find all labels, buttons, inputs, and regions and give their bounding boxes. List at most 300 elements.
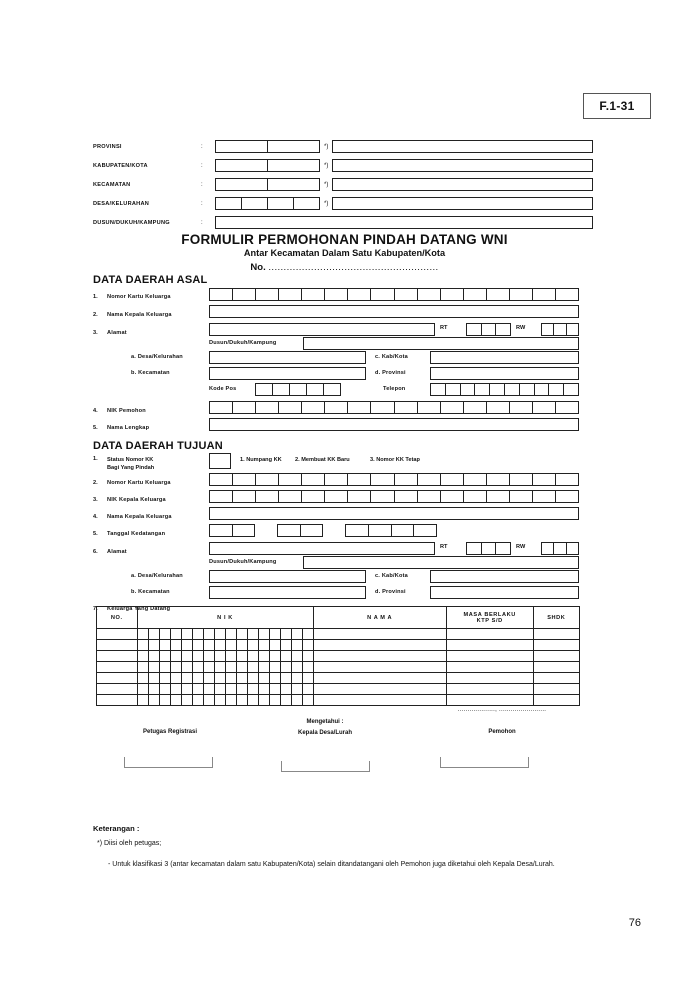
cell-nik-digit[interactable]	[225, 640, 236, 651]
input-cell[interactable]	[267, 197, 293, 210]
cell-nik-digit[interactable]	[181, 640, 192, 651]
cell-shdk[interactable]	[533, 673, 579, 684]
cell-no[interactable]	[97, 651, 138, 662]
input-asal-rt[interactable]	[466, 323, 511, 336]
cell-no[interactable]	[97, 662, 138, 673]
input-asal-provinsi[interactable]	[430, 367, 579, 380]
input-cell[interactable]	[278, 401, 301, 414]
cell-nik-digit[interactable]	[291, 695, 302, 706]
cell-nik-digit[interactable]	[181, 673, 192, 684]
input-cell[interactable]	[555, 401, 579, 414]
input-cell[interactable]	[293, 197, 320, 210]
cell-nama[interactable]	[313, 662, 446, 673]
input-cell[interactable]	[394, 473, 417, 486]
input-cell[interactable]	[370, 401, 393, 414]
input-cell[interactable]	[370, 490, 393, 503]
input-cell[interactable]	[509, 401, 532, 414]
input-cell[interactable]	[541, 542, 553, 555]
table-row	[97, 651, 580, 662]
cell-nik-digit[interactable]	[148, 673, 159, 684]
input-asal-nomor-kk[interactable]	[209, 288, 579, 301]
input-cell[interactable]	[370, 288, 393, 301]
field-tujuan-status-kk	[93, 456, 154, 473]
cell-nik-digit[interactable]	[181, 684, 192, 695]
input-asal-dusun[interactable]	[303, 337, 579, 350]
input-asal-kecamatan[interactable]	[209, 367, 366, 380]
input-asal-alamat[interactable]	[209, 323, 435, 336]
cell-shdk[interactable]	[533, 695, 579, 706]
input-tanggal-hari[interactable]	[209, 524, 255, 537]
cell-nik-digit[interactable]	[148, 629, 159, 640]
input-cell[interactable]	[241, 197, 267, 210]
cell-nik-digit[interactable]	[302, 640, 313, 651]
input-asal-desa[interactable]	[209, 351, 366, 364]
cell-nik-digit[interactable]	[137, 695, 148, 706]
cell-nik-digit[interactable]	[159, 640, 170, 651]
cell-nik-digit[interactable]	[148, 651, 159, 662]
cell-nik-digit[interactable]	[225, 629, 236, 640]
input-cell[interactable]	[324, 288, 347, 301]
cell-nama[interactable]	[313, 684, 446, 695]
input-cell[interactable]	[209, 288, 232, 301]
cell-nik-digit[interactable]	[291, 651, 302, 662]
input-tujuan-nama-kepala-keluarga[interactable]	[209, 507, 579, 520]
input-cell[interactable]	[534, 383, 549, 396]
cell-nik-digit[interactable]	[170, 662, 181, 673]
input-asal-telepon[interactable]	[430, 383, 579, 396]
cell-nik-digit[interactable]	[236, 651, 247, 662]
cell-shdk[interactable]	[533, 684, 579, 695]
cell-nik-digit[interactable]	[159, 662, 170, 673]
input-asal-kabkota[interactable]	[430, 351, 579, 364]
cell-masa-berlaku[interactable]	[446, 684, 533, 695]
input-cell[interactable]	[345, 524, 368, 537]
cell-masa-berlaku[interactable]	[446, 695, 533, 706]
input-tujuan-nomor-kk[interactable]	[209, 473, 579, 486]
signature-line-kepala-desa[interactable]	[281, 761, 370, 772]
cell-masa-berlaku[interactable]	[446, 673, 533, 684]
identity-code-boxes[interactable]	[215, 159, 320, 172]
cell-nik-digit[interactable]	[203, 651, 214, 662]
input-cell[interactable]	[555, 473, 579, 486]
input-cell[interactable]	[255, 401, 278, 414]
input-cell[interactable]	[532, 490, 555, 503]
input-cell[interactable]	[215, 140, 267, 153]
input-cell[interactable]	[463, 288, 486, 301]
cell-nik-digit[interactable]	[236, 695, 247, 706]
input-cell[interactable]	[255, 383, 272, 396]
cell-masa-berlaku[interactable]	[446, 640, 533, 651]
cell-no[interactable]	[97, 695, 138, 706]
cell-nik-digit[interactable]	[137, 629, 148, 640]
input-cell[interactable]	[323, 383, 341, 396]
input-cell[interactable]	[463, 401, 486, 414]
cell-nik-digit[interactable]	[225, 651, 236, 662]
cell-nik-digit[interactable]	[269, 629, 280, 640]
identity-name-input[interactable]	[332, 159, 593, 172]
input-cell[interactable]	[209, 490, 232, 503]
input-cell[interactable]	[440, 473, 463, 486]
cell-nik-digit[interactable]	[225, 684, 236, 695]
cell-nik-digit[interactable]	[137, 662, 148, 673]
cell-nik-digit[interactable]	[181, 662, 192, 673]
input-cell[interactable]	[548, 383, 563, 396]
input-cell[interactable]	[555, 288, 579, 301]
input-cell[interactable]	[417, 490, 440, 503]
input-cell[interactable]	[232, 473, 255, 486]
cell-nik-digit[interactable]	[170, 673, 181, 684]
input-cell[interactable]	[301, 490, 324, 503]
cell-nik-digit[interactable]	[192, 651, 203, 662]
input-cell[interactable]	[504, 383, 519, 396]
input-cell[interactable]	[209, 524, 232, 537]
cell-nik-digit[interactable]	[291, 640, 302, 651]
input-cell[interactable]	[532, 288, 555, 301]
cell-nik-digit[interactable]	[291, 684, 302, 695]
cell-nik-digit[interactable]	[236, 673, 247, 684]
cell-nik-digit[interactable]	[170, 695, 181, 706]
cell-nik-digit[interactable]	[280, 684, 291, 695]
input-cell[interactable]	[215, 197, 241, 210]
cell-nik-digit[interactable]	[269, 695, 280, 706]
identity-code-boxes[interactable]	[215, 197, 320, 210]
input-cell[interactable]	[289, 383, 306, 396]
cell-nik-digit[interactable]	[170, 684, 181, 695]
cell-no[interactable]	[97, 673, 138, 684]
cell-nik-digit[interactable]	[203, 640, 214, 651]
note-klasifikasi: - Untuk klasifikasi 3 (antar kecamatan dalam satu Kabupaten/Kota) selain ditandatangani oleh Pemohon juga diketahui oleh Kepala Desa/Lurah.	[108, 861, 555, 868]
input-asal-nama-lengkap[interactable]	[209, 418, 579, 431]
input-tujuan-rt[interactable]	[466, 542, 511, 555]
cell-nik-digit[interactable]	[291, 673, 302, 684]
cell-nik-digit[interactable]	[203, 695, 214, 706]
input-cell[interactable]	[255, 288, 278, 301]
identity-name-input[interactable]	[332, 140, 593, 153]
input-cell[interactable]	[267, 159, 320, 172]
cell-nik-digit[interactable]	[203, 662, 214, 673]
cell-nik-digit[interactable]	[247, 662, 258, 673]
cell-nik-digit[interactable]	[214, 651, 225, 662]
input-cell[interactable]	[486, 288, 509, 301]
input-cell[interactable]	[495, 323, 511, 336]
cell-nik-digit[interactable]	[192, 695, 203, 706]
cell-nik-digit[interactable]	[269, 673, 280, 684]
cell-nik-digit[interactable]	[269, 651, 280, 662]
option-nomor-kk-tetap[interactable]: 3. Nomor KK Tetap	[370, 457, 420, 463]
cell-nik-digit[interactable]	[159, 695, 170, 706]
cell-nik-digit[interactable]	[258, 651, 269, 662]
input-cell[interactable]	[509, 473, 532, 486]
cell-nik-digit[interactable]	[302, 629, 313, 640]
cell-nik-digit[interactable]	[170, 629, 181, 640]
cell-nik-digit[interactable]	[236, 684, 247, 695]
input-cell[interactable]	[430, 383, 445, 396]
input-tujuan-provinsi[interactable]	[430, 586, 579, 599]
input-cell[interactable]	[368, 524, 391, 537]
input-cell[interactable]	[232, 288, 255, 301]
input-cell[interactable]	[232, 401, 255, 414]
cell-nik-digit[interactable]	[280, 651, 291, 662]
input-tanggal-tahun[interactable]	[345, 524, 437, 537]
input-asal-kodepos[interactable]	[255, 383, 341, 396]
input-cell[interactable]	[232, 490, 255, 503]
cell-nik-digit[interactable]	[148, 684, 159, 695]
table-row	[97, 684, 580, 695]
cell-no[interactable]	[97, 684, 138, 695]
input-cell[interactable]	[394, 288, 417, 301]
cell-shdk[interactable]	[533, 651, 579, 662]
input-cell[interactable]	[495, 542, 511, 555]
signature-line-petugas[interactable]	[124, 757, 213, 768]
input-cell[interactable]	[209, 473, 232, 486]
cell-nama[interactable]	[313, 651, 446, 662]
input-cell[interactable]	[532, 473, 555, 486]
cell-nik-digit[interactable]	[192, 662, 203, 673]
identity-name-input[interactable]	[332, 197, 593, 210]
cell-nik-digit[interactable]	[192, 673, 203, 684]
input-tujuan-status-kk[interactable]	[209, 453, 231, 469]
input-cell[interactable]	[440, 490, 463, 503]
cell-nik-digit[interactable]	[225, 662, 236, 673]
input-cell[interactable]	[255, 490, 278, 503]
cell-shdk[interactable]	[533, 640, 579, 651]
input-cell[interactable]	[440, 401, 463, 414]
input-cell[interactable]	[324, 473, 347, 486]
cell-nik-digit[interactable]	[302, 651, 313, 662]
cell-nik-digit[interactable]	[280, 695, 291, 706]
cell-nik-digit[interactable]	[302, 673, 313, 684]
cell-nik-digit[interactable]	[181, 695, 192, 706]
input-cell[interactable]	[324, 490, 347, 503]
cell-nik-digit[interactable]	[291, 629, 302, 640]
input-cell[interactable]	[509, 288, 532, 301]
cell-nama[interactable]	[313, 640, 446, 651]
input-cell[interactable]	[417, 288, 440, 301]
cell-nik-digit[interactable]	[170, 651, 181, 662]
cell-nik-digit[interactable]	[258, 684, 269, 695]
cell-nik-digit[interactable]	[280, 673, 291, 684]
cell-nik-digit[interactable]	[302, 662, 313, 673]
cell-nik-digit[interactable]	[214, 695, 225, 706]
cell-nik-digit[interactable]	[247, 684, 258, 695]
identity-name-input[interactable]	[215, 216, 593, 229]
input-cell[interactable]	[347, 490, 370, 503]
input-tanggal-bulan[interactable]	[277, 524, 323, 537]
cell-nik-digit[interactable]	[225, 695, 236, 706]
input-cell[interactable]	[278, 490, 301, 503]
input-tujuan-nik-kepala-keluarga[interactable]	[209, 490, 579, 503]
cell-masa-berlaku[interactable]	[446, 629, 533, 640]
cell-nik-digit[interactable]	[214, 684, 225, 695]
cell-nik-digit[interactable]	[280, 629, 291, 640]
input-cell[interactable]	[541, 323, 553, 336]
cell-nik-digit[interactable]	[148, 662, 159, 673]
cell-nik-digit[interactable]	[269, 662, 280, 673]
cell-nik-digit[interactable]	[214, 629, 225, 640]
input-cell[interactable]	[532, 401, 555, 414]
cell-shdk[interactable]	[533, 629, 579, 640]
cell-nik-digit[interactable]	[159, 673, 170, 684]
input-cell[interactable]	[215, 178, 267, 191]
cell-nik-digit[interactable]	[302, 695, 313, 706]
cell-nama[interactable]	[313, 673, 446, 684]
input-cell[interactable]	[474, 383, 489, 396]
cell-nik-digit[interactable]	[236, 640, 247, 651]
cell-nik-digit[interactable]	[203, 684, 214, 695]
cell-nik-digit[interactable]	[258, 662, 269, 673]
input-cell[interactable]	[215, 159, 267, 172]
input-cell[interactable]	[509, 490, 532, 503]
cell-nik-digit[interactable]	[247, 695, 258, 706]
cell-nama[interactable]	[313, 695, 446, 706]
option-numpang-kk[interactable]: 1. Numpang KK	[240, 457, 282, 463]
cell-nik-digit[interactable]	[302, 684, 313, 695]
cell-nik-digit[interactable]	[203, 629, 214, 640]
input-cell[interactable]	[232, 524, 256, 537]
cell-nik-digit[interactable]	[137, 684, 148, 695]
cell-nik-digit[interactable]	[247, 640, 258, 651]
cell-nik-digit[interactable]	[247, 651, 258, 662]
cell-nik-digit[interactable]	[258, 629, 269, 640]
input-cell[interactable]	[417, 401, 440, 414]
input-cell[interactable]	[463, 473, 486, 486]
input-cell[interactable]	[460, 383, 475, 396]
input-cell[interactable]	[553, 323, 565, 336]
cell-nik-digit[interactable]	[214, 640, 225, 651]
input-cell[interactable]	[267, 140, 320, 153]
input-cell[interactable]	[440, 288, 463, 301]
input-cell[interactable]	[255, 473, 278, 486]
input-cell[interactable]	[486, 473, 509, 486]
input-cell[interactable]	[347, 288, 370, 301]
identity-code-boxes[interactable]	[215, 178, 320, 191]
cell-nik-digit[interactable]	[148, 640, 159, 651]
input-asal-rw[interactable]	[541, 323, 579, 336]
input-tujuan-alamat[interactable]	[209, 542, 435, 555]
input-cell[interactable]	[566, 542, 579, 555]
input-tujuan-desa[interactable]	[209, 570, 366, 583]
input-tujuan-dusun[interactable]	[303, 556, 579, 569]
cell-nik-digit[interactable]	[280, 662, 291, 673]
input-cell[interactable]	[463, 490, 486, 503]
input-cell[interactable]	[370, 473, 393, 486]
cell-nik-digit[interactable]	[170, 640, 181, 651]
cell-masa-berlaku[interactable]	[446, 651, 533, 662]
cell-nik-digit[interactable]	[258, 695, 269, 706]
cell-nik-digit[interactable]	[258, 673, 269, 684]
cell-shdk[interactable]	[533, 662, 579, 673]
label-tujuan-kecamatan: b. Kecamatan	[131, 589, 170, 595]
cell-nik-digit[interactable]	[192, 684, 203, 695]
identity-name-input[interactable]	[332, 178, 593, 191]
input-tujuan-kabkota[interactable]	[430, 570, 579, 583]
input-cell[interactable]	[394, 401, 417, 414]
input-cell[interactable]	[300, 524, 324, 537]
input-cell[interactable]	[277, 524, 300, 537]
input-cell[interactable]	[278, 473, 301, 486]
keluarga-datang-table	[96, 606, 580, 706]
input-cell[interactable]	[347, 401, 370, 414]
input-cell[interactable]	[324, 401, 347, 414]
cell-nik-digit[interactable]	[192, 640, 203, 651]
input-cell[interactable]	[306, 383, 323, 396]
cell-no[interactable]	[97, 629, 138, 640]
input-cell[interactable]	[519, 383, 534, 396]
input-cell[interactable]	[481, 323, 496, 336]
input-cell[interactable]	[347, 473, 370, 486]
cell-nik-digit[interactable]	[203, 673, 214, 684]
input-cell[interactable]	[301, 473, 324, 486]
cell-nik-digit[interactable]	[214, 673, 225, 684]
cell-nik-digit[interactable]	[225, 673, 236, 684]
input-cell[interactable]	[555, 490, 579, 503]
cell-nik-digit[interactable]	[269, 684, 280, 695]
cell-nik-digit[interactable]	[258, 640, 269, 651]
cell-nik-digit[interactable]	[269, 640, 280, 651]
input-cell[interactable]	[394, 490, 417, 503]
cell-nik-digit[interactable]	[291, 662, 302, 673]
input-cell[interactable]	[486, 401, 509, 414]
input-cell[interactable]	[413, 524, 437, 537]
input-cell[interactable]	[417, 473, 440, 486]
cell-nik-digit[interactable]	[236, 629, 247, 640]
identity-code-boxes[interactable]	[215, 140, 320, 153]
input-cell[interactable]	[566, 323, 579, 336]
input-cell[interactable]	[301, 401, 324, 414]
input-cell[interactable]	[267, 178, 320, 191]
input-cell[interactable]	[466, 323, 481, 336]
input-cell[interactable]	[301, 288, 324, 301]
option-membuat-kk-baru[interactable]: 2. Membuat KK Baru	[295, 457, 350, 463]
input-cell[interactable]	[391, 524, 414, 537]
input-cell[interactable]	[445, 383, 460, 396]
cell-nik-digit[interactable]	[159, 629, 170, 640]
cell-masa-berlaku[interactable]	[446, 662, 533, 673]
cell-nik-digit[interactable]	[159, 684, 170, 695]
cell-nik-digit[interactable]	[148, 695, 159, 706]
cell-nik-digit[interactable]	[236, 662, 247, 673]
input-cell[interactable]	[481, 542, 496, 555]
cell-nik-digit[interactable]	[137, 673, 148, 684]
cell-nik-digit[interactable]	[159, 651, 170, 662]
cell-nik-digit[interactable]	[181, 651, 192, 662]
form-number-label: No.	[250, 262, 266, 273]
input-cell[interactable]	[553, 542, 565, 555]
input-cell[interactable]	[486, 490, 509, 503]
cell-nik-digit[interactable]	[192, 629, 203, 640]
cell-nik-digit[interactable]	[214, 662, 225, 673]
input-cell[interactable]	[278, 288, 301, 301]
cell-nik-digit[interactable]	[137, 651, 148, 662]
cell-nama[interactable]	[313, 629, 446, 640]
cell-nik-digit[interactable]	[247, 629, 258, 640]
input-tujuan-rw[interactable]	[541, 542, 579, 555]
input-tujuan-kecamatan[interactable]	[209, 586, 366, 599]
input-cell[interactable]	[209, 401, 232, 414]
input-cell[interactable]	[272, 383, 289, 396]
cell-no[interactable]	[97, 640, 138, 651]
input-cell[interactable]	[563, 383, 579, 396]
cell-nik-digit[interactable]	[247, 673, 258, 684]
cell-nik-digit[interactable]	[280, 640, 291, 651]
input-asal-nik-pemohon[interactable]	[209, 401, 579, 414]
input-asal-nama-kepala-keluarga[interactable]	[209, 305, 579, 318]
input-cell[interactable]	[466, 542, 481, 555]
signature-line-pemohon[interactable]	[440, 757, 529, 768]
cell-nik-digit[interactable]	[137, 640, 148, 651]
cell-nik-digit[interactable]	[181, 629, 192, 640]
input-cell[interactable]	[489, 383, 504, 396]
